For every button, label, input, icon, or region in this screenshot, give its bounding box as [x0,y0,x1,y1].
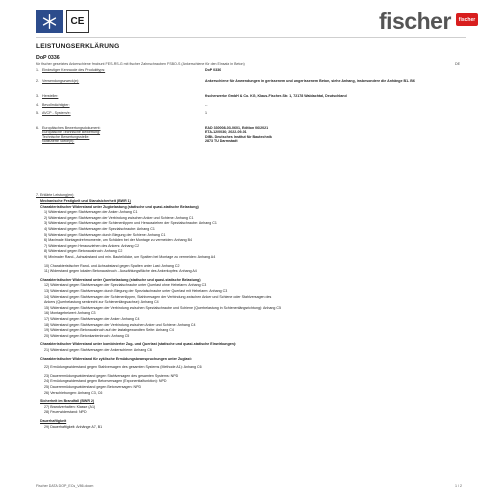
characteristic-item: 17) Widerstand gegen Stahlversagen der Anker: Anhang C4 [44,317,140,321]
row-value: fischerwerke GmbH & Co. KG, Klaus-Fischer-Str. 1, 72178 Waldachtal, Deutschland [205,94,347,98]
row-value: Ankerschiene für Anwendungen in gerissenem und ungerissenem Beton, siehe Anhang, insbesondere die Anhänge B1- B6 [205,79,415,83]
characteristics-heading: Dauerhaftigkeit [40,419,67,423]
characteristics-heading: Charakteristischer Widerstand unter Querbelastung (statische und quasi-statische Belastung) [40,277,201,282]
characteristic-item: 29) Dauerhaftigkeit: Anhänge A7, B1 [44,424,103,429]
product-subtitle: für fischer gesetztes Ankerschiene fmcbunt FES-RS-G mit fischer Zahnschrauben FSBO-S (Ankerschiene für den Einsatz in Beton) [36,62,245,66]
characteristics-heading: Charakteristischer Widerstand für zyklische Ermüdungsbeanspruchungen unter Zuglast: [40,356,192,361]
characteristic-item: 13) Widerstand gegen Stahlversagen durch Biegung der Spezialschraube unter Querlast mit Hebelarm: Anhang C3 [44,289,228,293]
row-number: 4. [36,103,39,107]
page-title: LEISTUNGSERKLÄRUNG [36,43,120,50]
characteristics-heading: Charakteristischer Widerstand unter kombinierter Zug- und Querlast (statische und quasi-statische Einwirkungen): [40,342,237,347]
language-code: DE [455,62,460,66]
row-label: Eindeutiger Kenncode des Produkttyps: [42,68,106,72]
characteristic-item: 15) Widerstand gegen Stahlversagen der Verbindung zwischen Spezialschraube und Schiene (Querbelastung in Schienenlängsrichtung): Anhang C5 [44,305,281,310]
row-label: Bevollmächtigter: [42,103,70,107]
header-divider [36,37,466,38]
characteristic-item: 25) Dauerermüdungswiderstand gegen Betonversagen: NPD [44,385,142,389]
characteristic-item: 14) Widerstand gegen Stahlversagen der Schienenlippen, Stahlversagen der Verbindung zwischen Anker und Schiene oder Stahlversagen des [44,294,272,299]
characteristic-item: 9) Minimaler Rand-, Achsabstand und min. Bauteildicke, um Spalten bei Montage zu vermeiden: Anhang A4 [44,255,216,259]
characteristic-item: 19) Widerstand gegen Betonausbruch auf der lastabgewandten Seite: Anhang C4 [44,328,174,333]
fischer-logo-badge-text: fischer [458,16,476,23]
characteristic-item: 16) Montagebeiwert: Anhang C3 [44,311,96,316]
fischer-app-icon [36,10,63,33]
characteristic-item: 21) Widerstand gegen Stahlversagen der Ankerschiene: Anhang C6 [44,348,152,352]
snowflake-icon [41,13,58,30]
characteristics-heading: Sicherheit im Brandfall (BWR 2) [40,399,95,404]
row-number: 3. [36,94,39,98]
characteristic-item: 7) Widerstand gegen Herausziehen des Ankers: Anhang C2 [44,243,140,248]
characteristics-heading: Charakteristischer Widerstand unter Zugbelastung (statische und quasi-statische Belastung) [40,204,199,209]
row-number: 5. [36,111,39,115]
row-value: DoP 0336 [205,68,222,72]
characteristic-item: 6) Maximale Montagedrehmomente, um Schäden bei der Montage zu vermeiden: Anhang B4 [44,238,193,243]
row-number: 6. [36,126,39,130]
row-value: -- [205,103,208,107]
characteristic-item: 24) Ermüdungswiderstand gegen Betonversagen (Exponentialfunktion): NPD [44,379,167,384]
characteristic-item: 18) Widerstand gegen Stahlversagen der Verbindung zwischen Anker und Schiene: Anhang C4 [44,322,196,327]
characteristic-item: 20) Widerstand gegen Betonkantenbruch: Anhang C5 [44,333,130,338]
characteristic-item: Ankers (Querbelastung senkrecht zur Schienenlängsachse): Anhang C4 [44,300,159,305]
page-number: 1 / 2 [455,484,462,488]
row-label: Hersteller: [42,94,59,98]
characteristic-item: 10) Charakteristischer Rand- und Achsabstand gegen Spalten unter Last: Anhang C2 [44,263,180,268]
characteristic-item: 28) Feuerwiderstand: NPD [44,410,87,415]
footer-filename: Fischer DATA DOP_ECs_V86.docm [36,484,94,488]
characteristic-item: 27) Brandverhalten: Klasse (A1) [44,404,96,409]
characteristic-item: 8) Widerstand gegen Betonausbruch: Anhang C2 [44,249,123,254]
characteristic-item: 12) Widerstand gegen Stahlversagen der Spezialschraube unter Querlast ohne Hebelarm: Anhang C3 [44,283,207,288]
row-label: Europäisches Bewertungsdokument: Europäische Technische Bewertung: Technische Bewertungsstelle: Notifizierte Stelle(n): [42,126,101,143]
ce-mark-text: CE [70,16,85,27]
row-number: 1. [36,68,39,72]
row-value: 1 [205,111,207,115]
row-label: AVCP - System/e: [42,111,71,115]
performance-heading: 7. Erklärte Leistung(en): [36,193,75,197]
characteristic-item: 2) Widerstand gegen Stahlversagen der Verbindung zwischen Anker und Schiene: Anhang C1 [44,215,194,220]
row-number: 2. [36,79,39,83]
ce-mark-badge [66,10,89,33]
characteristic-item: 26) Verschiebungen: Anhang C3, C6 [44,390,103,395]
row-label: Verwendungszweck(e): [42,79,80,83]
characteristic-item: 22) Ermüdungswiderstand gegen Stahlversagen des gesamten Systems (Methode A1): Anhang C6 [44,365,202,370]
row-value: EAD 330008-03-0601, Edition 06/2021 ETA-12/0036; 2022-09-01 DIBt- Deutsches Institut für Bautechnik 2873 TU Darmstadt [205,126,272,143]
fischer-logo-badge [456,13,478,26]
characteristic-item: 1) Widerstand gegen Stahlversagen der Anker: Anhang C1 [44,210,138,215]
characteristic-item: 23) Dauerermüdungswiderstand gegen Stahlversagen des gesamten Systems: NPD [44,373,179,378]
characteristic-item: 5) Widerstand gegen Stahlversagen durch Biegung der Schiene: Anhang C1 [44,232,166,237]
characteristic-item: 4) Widerstand gegen Stahlversagen der Spezialschraube: Anhang C1 [44,227,155,231]
characteristics-heading: Mechanische Festigkeit und Standsicherheit (BWR 1) [40,199,131,203]
characteristic-item: 3) Widerstand gegen Stahlversagen der Schienenlippen und Herausziehen der Spezialschraube: Anhang C1 [44,221,217,226]
fischer-logo-text: fischer [379,8,451,34]
characteristic-item: 11) Widerstand gegen lokalen Betonausbruch - Auszählungsfläche des Ankerkopfes: Anhang A4 [44,269,197,274]
dop-number: DoP 0336 [36,55,60,61]
